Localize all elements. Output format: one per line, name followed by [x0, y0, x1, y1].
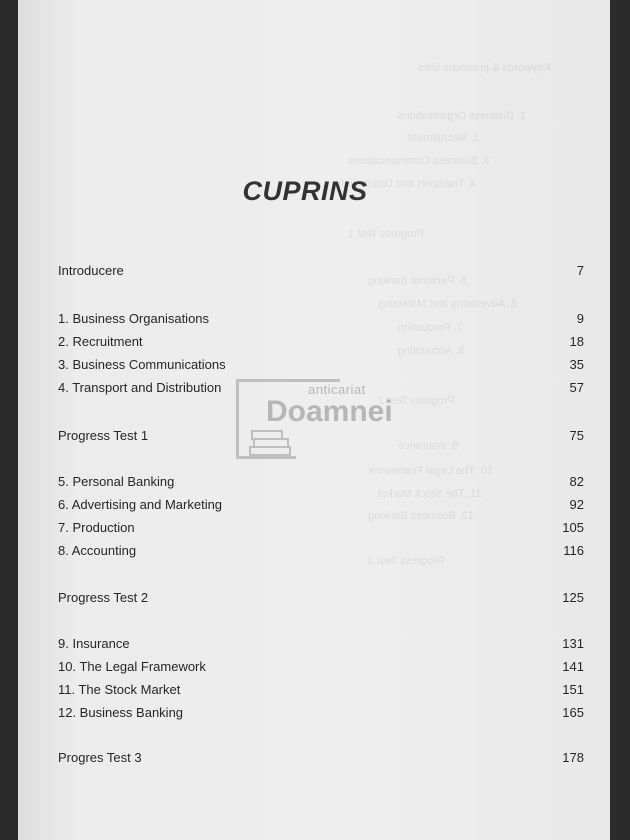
toc-entry — [58, 497, 584, 515]
watermark-small-text: anticariat — [308, 382, 366, 397]
document-page: Keywords & pronouns links 1. Business Organisations 2. Recruitment 3. Business Communications 4. Transport and Distribution Progress Test 1 5. Personal Banking 6. Advertising and Marketing 7. Production 8. Accounting Progress Test 2 9. Insurance 10. The Legal Framework 11. The Stock Market 12. Business Banking Progress Test 3 — [18, 0, 610, 840]
toc-entry — [58, 334, 584, 352]
toc-entry-page: 105 — [562, 520, 584, 535]
toc-entry-label: 10. The Legal Framework — [58, 659, 206, 674]
toc-entry-label: Progress Test 2 — [58, 590, 149, 605]
toc-entry-label: Progres Test 3 — [58, 750, 142, 765]
toc-entry-label: 2. Recruitment — [58, 334, 143, 349]
toc-entry-page: 151 — [562, 682, 584, 697]
toc-entry-label: 9. Insurance — [58, 636, 130, 651]
toc-entry-progress-test — [58, 750, 584, 768]
toc-entry-page: 116 — [563, 543, 584, 558]
toc-entry-page: 165 — [562, 705, 584, 720]
toc-entry-page: 7 — [576, 263, 584, 278]
toc-entry — [58, 705, 584, 723]
page-title: CUPRINS — [242, 176, 368, 206]
books-icon — [246, 427, 296, 457]
toc-entry-page: 82 — [569, 474, 584, 489]
toc-entry-label: Progress Test 1 — [58, 428, 149, 443]
toc-entry-label: 7. Production — [58, 520, 135, 535]
toc-entry-label: 4. Transport and Distribution — [58, 380, 222, 395]
toc-entry-page: 18 — [569, 334, 584, 349]
watermark-big-text: Doamnei — [266, 395, 393, 428]
toc-entry-label: 11. The Stock Market — [58, 682, 181, 697]
toc-entry — [58, 311, 584, 329]
toc-entry — [58, 636, 584, 654]
toc-entry-introduction — [58, 263, 584, 281]
toc-entry-page: 9 — [576, 311, 584, 326]
toc-entry — [58, 474, 584, 492]
toc-entry-page: 125 — [562, 590, 584, 605]
toc-entry — [58, 357, 584, 375]
toc-entry-page: 92 — [569, 497, 584, 512]
toc-entry-label: 12. Business Banking — [58, 705, 184, 720]
toc-entry-label: 8. Accounting — [58, 543, 137, 558]
toc-entry-page: 141 — [562, 659, 584, 674]
watermark-logo — [236, 379, 436, 461]
toc-entry — [58, 682, 584, 700]
toc-entry-page: 131 — [562, 636, 584, 651]
toc-entry-page: 178 — [562, 750, 584, 765]
toc-entry-label: 6. Advertising and Marketing — [58, 497, 223, 512]
toc-entry-progress-test — [58, 590, 584, 608]
toc-entry-page: 75 — [569, 428, 584, 443]
toc-entry-page: 57 — [569, 380, 584, 395]
toc-entry — [58, 520, 584, 538]
toc-entry-label: 5. Personal Banking — [58, 474, 175, 489]
toc-entry-label: 1. Business Organisations — [58, 311, 210, 326]
toc-entry-page: 35 — [569, 357, 584, 372]
toc-entry — [58, 543, 584, 561]
toc-entry — [58, 659, 584, 677]
toc-entry-label: 3. Business Communications — [58, 357, 226, 372]
toc-entry-label: Introducere — [58, 263, 124, 278]
